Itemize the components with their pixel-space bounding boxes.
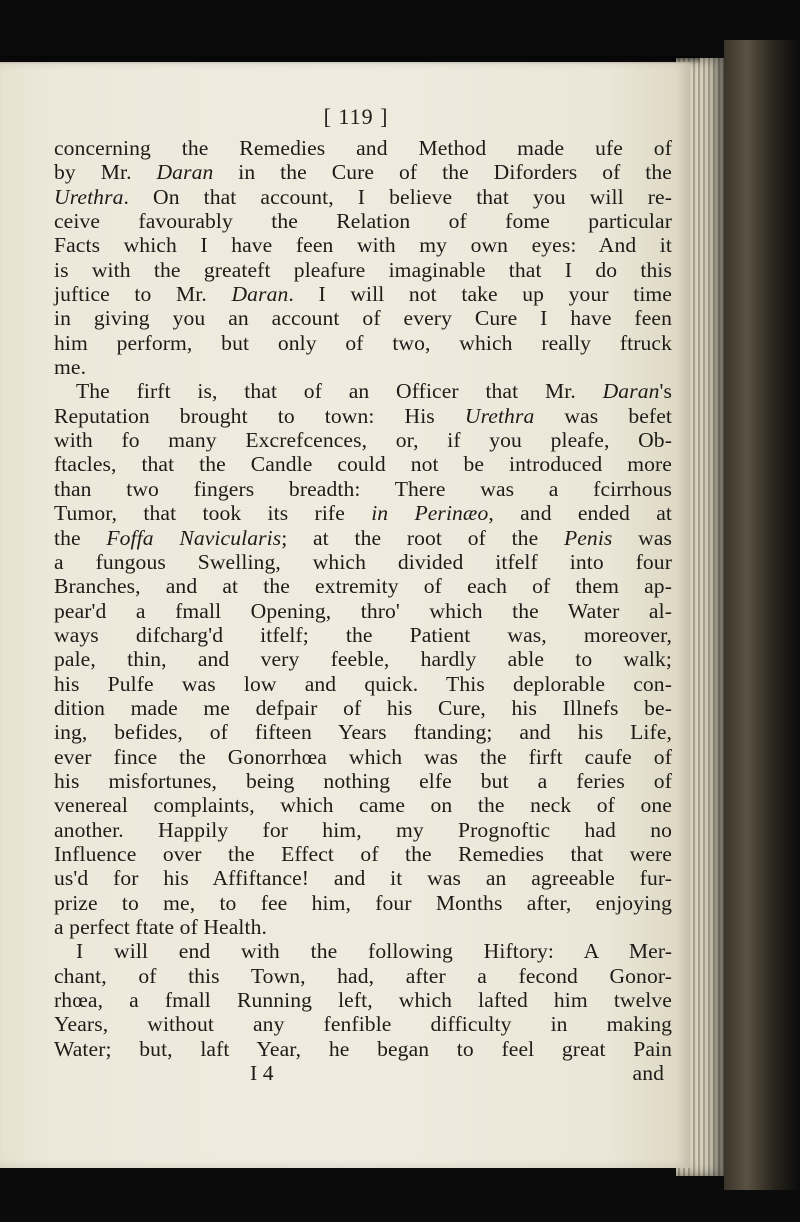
text-line: Branches, and at the extremity of each of them ap- — [54, 574, 672, 599]
text-line: by Mr. Daran in the Cure of the Diforders of the — [54, 160, 672, 185]
text-line: dition made me defpair of his Cure, his Illnefs be- — [54, 695, 672, 720]
text-line: a fungous Swelling, which divided itfelf into four — [54, 549, 672, 574]
text-line: me. — [54, 355, 87, 380]
page-number-header: [ 119 ] — [323, 104, 389, 129]
text-line: ways difcharg'd itfelf; the Patient was, moreover, — [54, 622, 672, 647]
text-line: prize to me, to fee him, four Months after, enjoying — [54, 890, 672, 915]
text-line: The firft is, that of an Officer that Mr. Daran's — [76, 379, 672, 404]
text-line: the Foffa Navicularis; at the root of the Penis was — [54, 525, 673, 550]
text-line: in giving you an account of every Cure I have feen — [54, 306, 672, 331]
text-line: Influence over the Effect of the Remedies that were — [54, 841, 672, 866]
text-line: ever fince the Gonorrhœa which was the firft caufe of — [54, 744, 672, 769]
text-line: I will end with the following Hiftory: A Mer- — [76, 939, 672, 964]
text-line: us'd for his Affiftance! and it was an agreeable fur- — [54, 866, 672, 891]
text-line: a perfect ftate of Health. — [54, 915, 268, 939]
page-top-shadow — [0, 56, 700, 64]
text-line: ftacles, that the Candle could not be introduced more — [54, 452, 672, 477]
text-line: ing, befides, of fifteen Years ftanding; and his Life, — [54, 720, 672, 745]
catchword: and — [632, 1061, 664, 1086]
text-line: juftice to Mr. Daran. I will not take up your time — [54, 282, 672, 307]
text-line: his Pulfe was low and quick. This deplorable con- — [54, 671, 672, 696]
book-spine — [724, 40, 800, 1190]
text-line: his misfortunes, being nothing elfe but a feries of — [54, 768, 672, 793]
page-text-block — [54, 102, 672, 1085]
text-line: rhœa, a fmall Running left, which lafted him twelve — [54, 988, 672, 1013]
text-line: with fo many Excrefcences, or, if you pleafe, Ob- — [54, 428, 672, 453]
text-line: Years, without any fenfible difficulty in making — [54, 1012, 672, 1037]
text-line: venereal complaints, which came on the neck of one — [54, 793, 672, 818]
text-line: is with the greateft pleafure imaginable that I do this — [54, 257, 672, 282]
text-line: another. Happily for him, my Prognoftic had no — [54, 817, 672, 842]
text-line: chant, of this Town, had, after a fecond Gonor- — [54, 963, 672, 988]
signature-mark: I 4 — [250, 1061, 274, 1086]
text-line: than two fingers breadth: There was a fcirrhous — [54, 476, 672, 501]
text-line: him perform, but only of two, which really ftruck — [54, 330, 672, 355]
page-footer — [54, 1061, 672, 1085]
text-line: Tumor, that took its rife in Perinæo, and ended at — [54, 501, 672, 526]
text-line: Facts which I have feen with my own eyes: And it — [54, 233, 672, 258]
text-line: Water; but, laft Year, he began to feel great Pain — [54, 1036, 672, 1061]
text-line: pale, thin, and very feeble, hardly able to walk; — [54, 647, 672, 672]
text-line: concerning the Remedies and Method made ufe of — [54, 136, 672, 160]
text-line: Urethra. On that account, I believe that you will re- — [54, 184, 672, 209]
text-line: ceive favourably the Relation of fome particular — [54, 209, 672, 234]
text-line: Reputation brought to town: His Urethra was befet — [54, 403, 672, 428]
text-line: pear'd a fmall Opening, thro' which the Water al- — [54, 598, 672, 623]
body-text — [54, 136, 672, 1061]
